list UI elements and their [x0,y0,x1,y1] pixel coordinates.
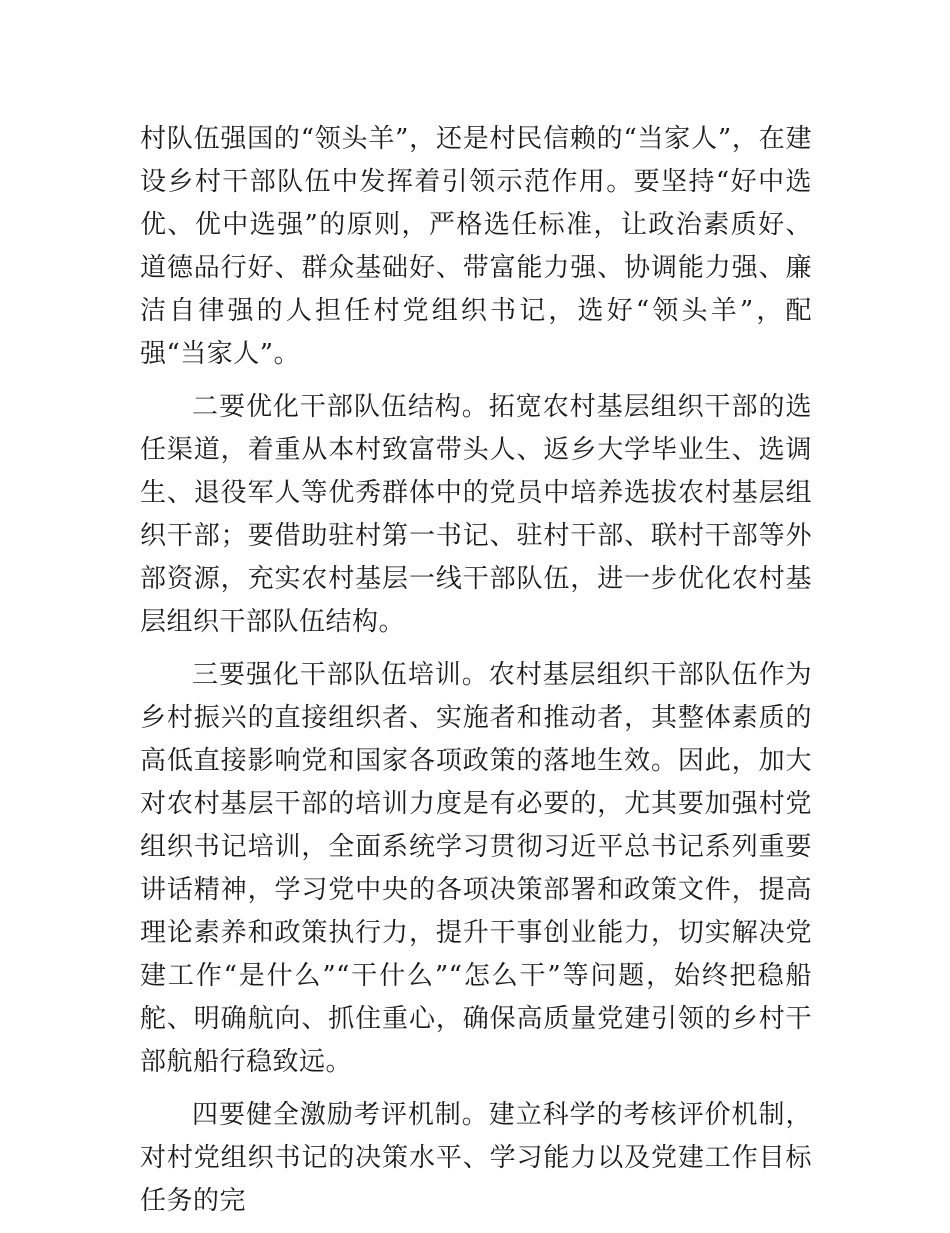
paragraph-3: 三要强化干部队伍培训。农村基层组织干部队伍作为乡村振兴的直接组织者、实施者和推动者，其整体素质的高低直接影响党和国家各项政策的落地生效。因此，加大对农村基层干部的培训力度是有必要的，尤其要加强村党组织书记培训，全面系统学习贯彻习近平总书记系列重要讲话精神，学习党中央的各项决策部署和政策文件，提高理论素养和政策执行力，提升干事创业能力，切实解决党建工作“是什么”“干什么”“怎么干”等问题，始终把稳船舵、明确航向、抓住重心，确保高质量党建引领的乡村干部航船行稳致远。 [140,660,812,1077]
document-body [140,118,812,1233]
paragraph-4: 四要健全激励考评机制。建立科学的考核评价机制，对村党组织书记的决策水平、学习能力以及党建工作目标任务的完 [140,1100,812,1216]
paragraph-2: 二要优化干部队伍结构。拓宽农村基层组织干部的选任渠道，着重从本村致富带头人、返乡大学毕业生、选调生、退役军人等优秀群体中的党员中培养选拔农村基层组织干部；要借助驻村第一书记、驻村干部、联村干部等外部资源，充实农村基层一线干部队伍，进一步优化农村基层组织干部队伍结构。 [140,392,812,637]
paragraph-1: 村队伍强国的“领头羊”，还是村民信赖的“当家人”，在建设乡村干部队伍中发挥着引领示范作用。要坚持“好中选优、优中选强”的原则，严格选任标准，让政治素质好、道德品行好、群众基础好、带富能力强、协调能力强、廉洁自律强的人担任村党组织书记，选好“领头羊”，配强“当家人”。 [140,124,812,369]
